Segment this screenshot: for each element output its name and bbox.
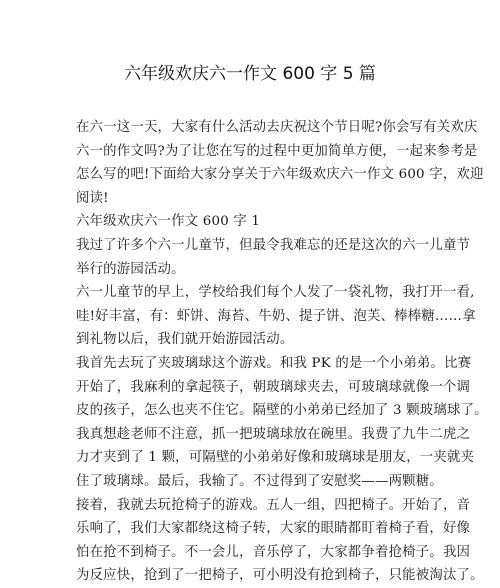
document-title: 六年级欢庆六一作文 600 字 5 篇 <box>124 64 376 84</box>
body-line: 接着，我就去玩抢椅子的游戏。五人一组，四把椅子。开始了，音 <box>76 497 471 513</box>
body-line: 六一儿童节的早上，学校给我们每个人发了一袋礼物，我打开一看, <box>76 285 475 301</box>
body-line: 六一的作文吗?为了让您在写的过程中更加简单方便，一起来参考是 <box>76 143 478 159</box>
body-line: 举行的游园活动。 <box>76 261 185 277</box>
body-line: 为反应快，抢到了一把椅子，可小明没有抢到椅子，只能被淘汰了。 <box>76 568 484 584</box>
body-line: 我过了许多个六一儿童节，但最令我难忘的还是这次的六一儿童节 <box>76 237 471 253</box>
body-line: 到礼物以后，我们就开始游园活动。 <box>76 332 294 348</box>
body-line: 我首先去玩了夹玻璃球这个游戏。和我 PK 的是一个小弟弟。比赛 <box>76 355 472 371</box>
body-line: 哇!好丰富，有：虾饼、海苔、牛奶、提子饼、泡芙、棒棒糖……拿 <box>76 308 476 324</box>
body-line: 住了玻璃球。最后，我输了。不过得到了安慰奖——两颗糖。 <box>76 473 443 489</box>
body-line: 怕在抢不到椅子。不一会儿，音乐停了，大家都争着抢椅子。我因 <box>76 544 471 560</box>
page-bottom-edge <box>0 560 500 566</box>
body-line: 在六一这一天，大家有什么活动去庆祝这个节日呢?你会写有关欢庆 <box>76 120 478 135</box>
body-line: 我真想趁老师不注意，抓一把玻璃球放在碗里。我费了九牛二虎之 <box>76 426 471 442</box>
body-line: 皮的孩子，怎么也夹不住它。隔壁的小弟弟已经加了 3 颗玻璃球了。 <box>76 403 488 419</box>
body-line: 乐响了，我们大家都绕这椅子转，大家的眼睛都盯着椅子看，好像 <box>76 521 471 537</box>
body-line: 怎么写的吧!下面给大家分享关于六年级欢庆六一作文 600 字，欢迎 <box>76 167 484 183</box>
body-line: 开始了，我麻利的拿起筷子，朝玻璃球夹去，可玻璃球就像一个调 <box>76 379 471 395</box>
body-line: 力才夹到了 1 颗，可隔壁的小弟弟好像和玻璃球是朋友，一夹就夹 <box>76 450 475 466</box>
body-line: 六年级欢庆六一作文 600 字 1 <box>76 214 261 230</box>
document-body <box>76 116 488 588</box>
body-line: 阅读! <box>76 190 109 206</box>
